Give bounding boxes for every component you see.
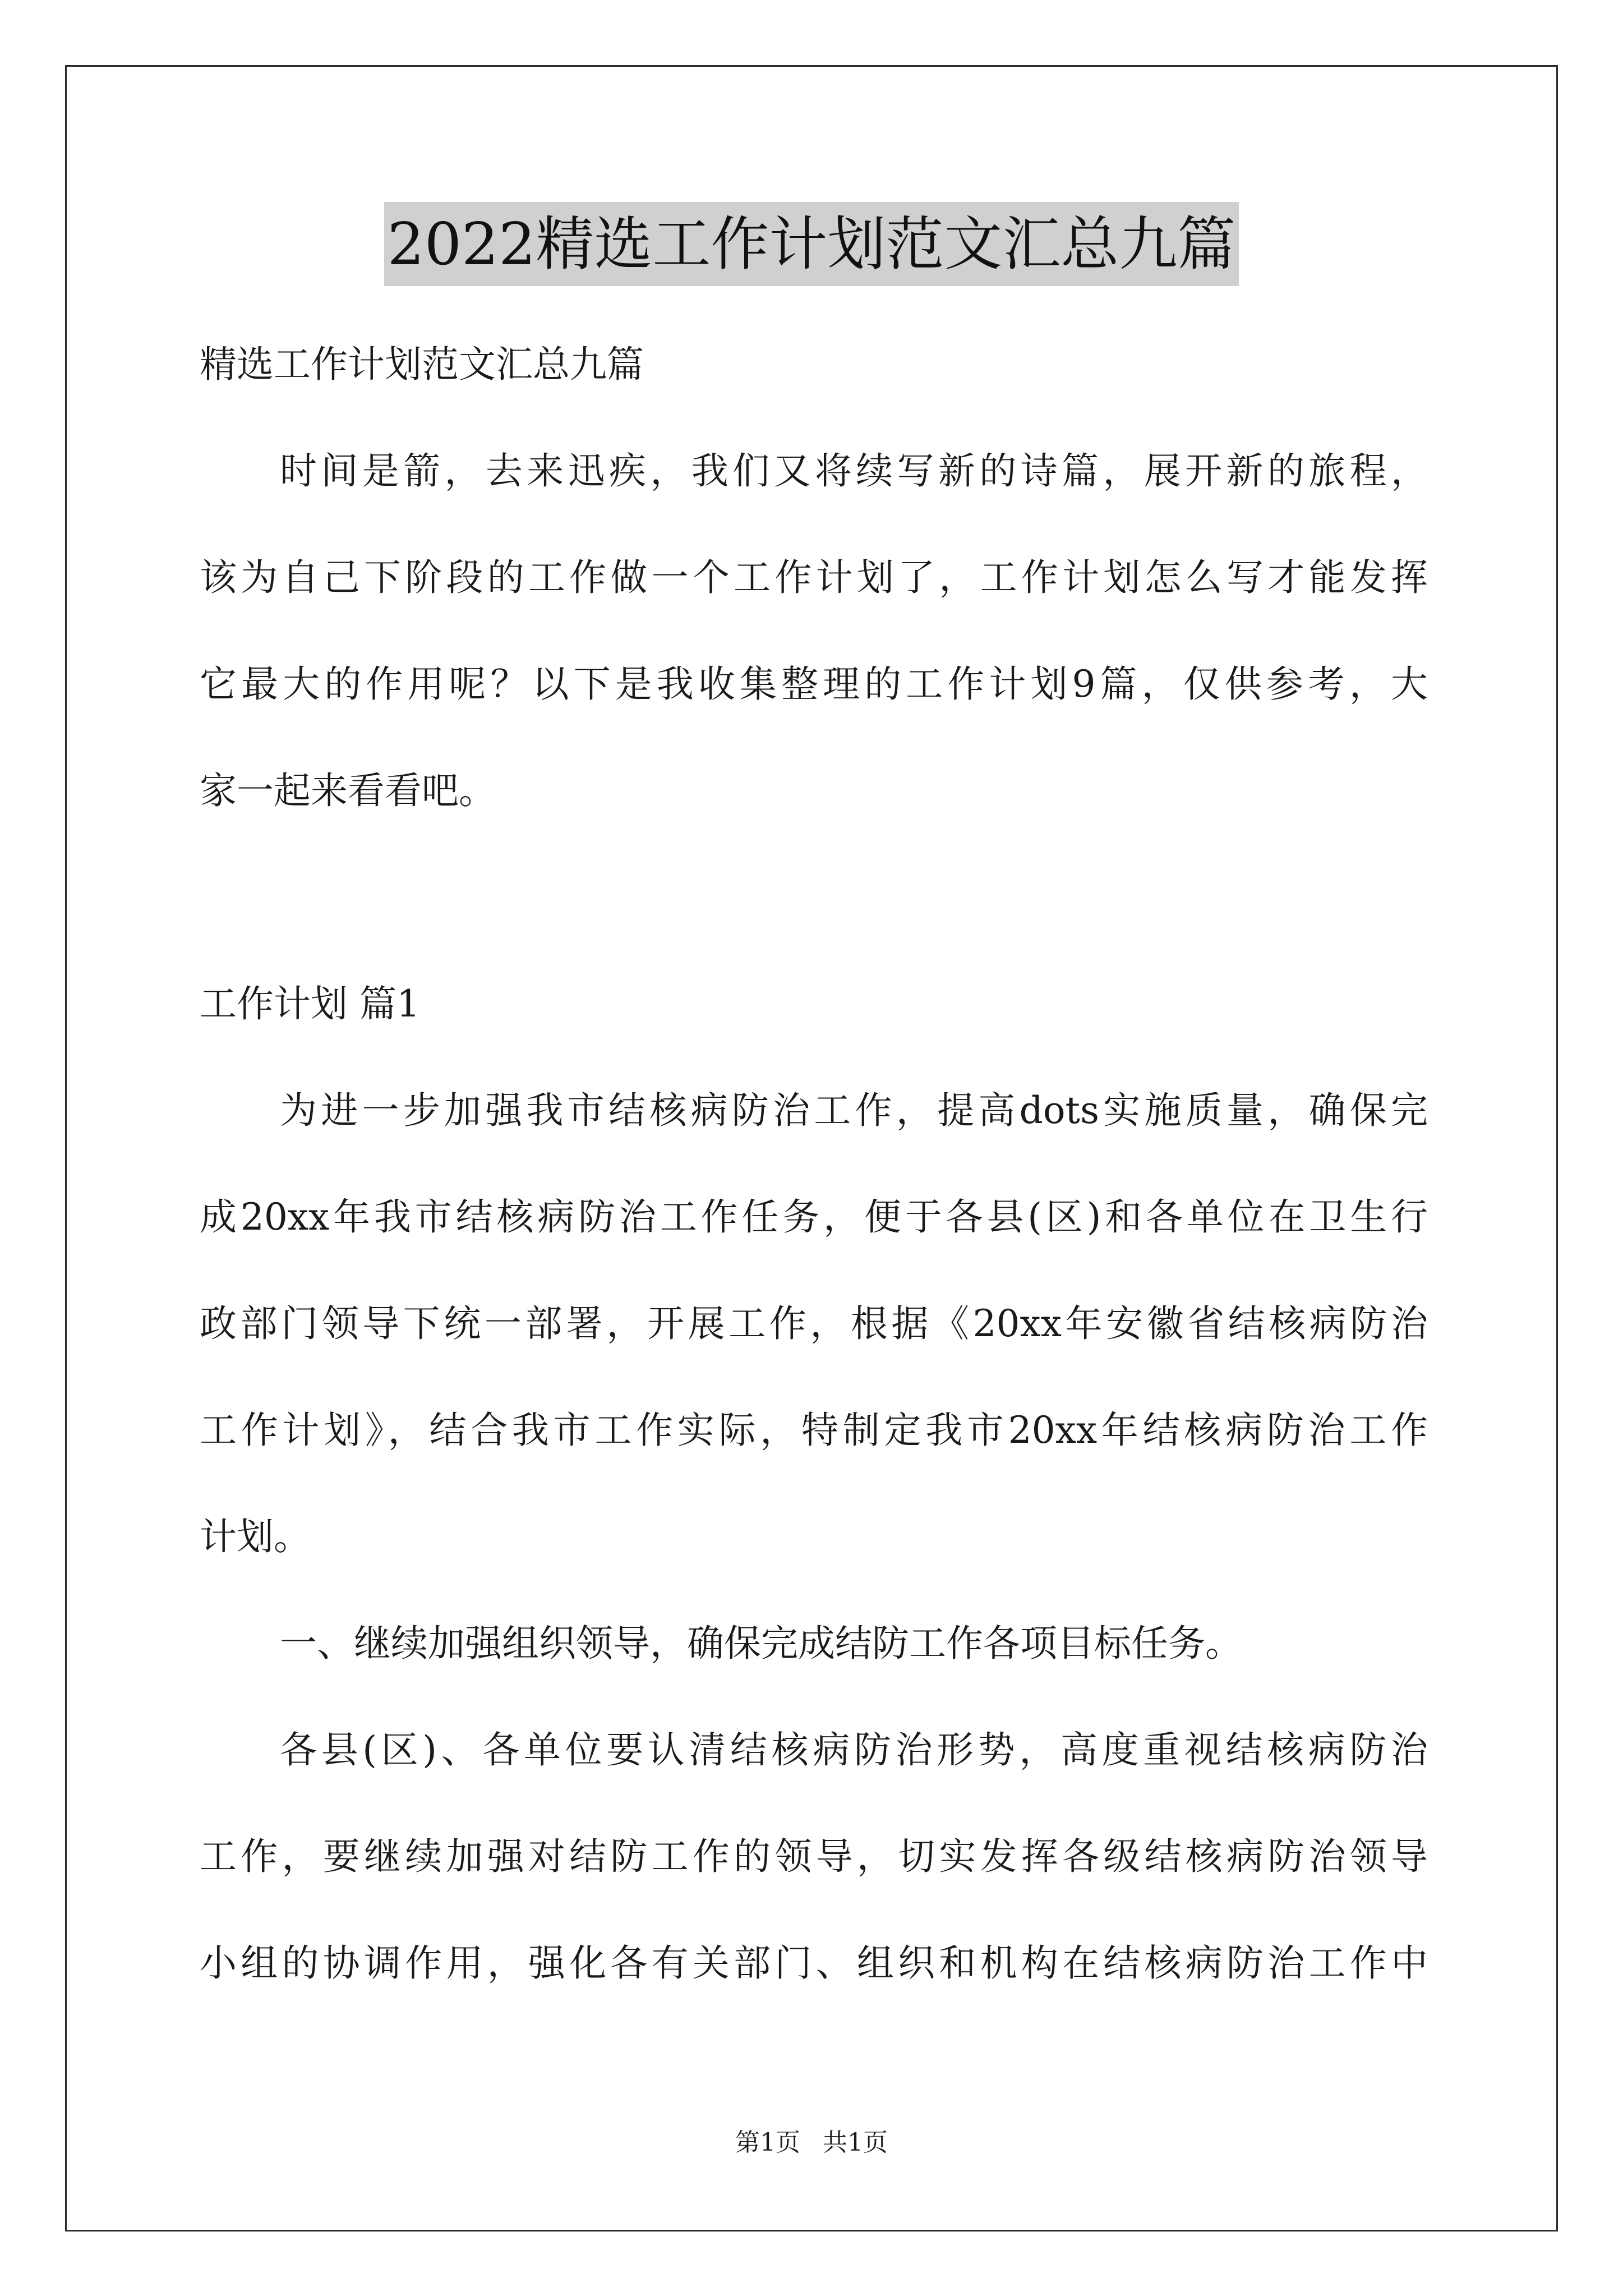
- intro-line-1: 时间是箭，去来迅疾，我们又将续写新的诗篇，展开新的旅程，: [280, 449, 1428, 493]
- page-number: 第1页: [735, 2128, 800, 2157]
- document-body: [200, 311, 1428, 2017]
- section-heading: 工作计划 篇1: [200, 982, 420, 1025]
- title-container: [0, 202, 1623, 286]
- paragraph1-line-5: 计划。: [200, 1515, 311, 1558]
- section-gap: [200, 844, 1428, 951]
- page-total: 共1页: [823, 2128, 888, 2157]
- intro-line-2: 该为自己下阶段的工作做一个工作计划了，工作计划怎么写才能发挥: [200, 556, 1428, 599]
- intro-line-3: 它最大的作用呢？以下是我收集整理的工作计划9篇，仅供参考，大: [200, 662, 1428, 706]
- intro-line-4: 家一起来看看吧。: [200, 769, 496, 812]
- paragraph1-line-4: 工作计划》，结合我市工作实际，特制定我市20xx年结核病防治工作: [200, 1409, 1428, 1452]
- paragraph2-line-3: 小组的协调作用，强化各有关部门、组织和机构在结核病防治工作中: [200, 1941, 1428, 1985]
- page-footer: [0, 2126, 1623, 2160]
- paragraph2-line-2: 工作，要继续加强对结防工作的领导，切实发挥各级结核病防治领导: [200, 1835, 1428, 1878]
- document-subtitle: 精选工作计划范文汇总九篇: [200, 343, 644, 386]
- paragraph1-line-1: 为进一步加强我市结核病防治工作，提高dots实施质量，确保完: [280, 1089, 1428, 1132]
- paragraph2-line-1: 各县(区)、各单位要认清结核病防治形势，高度重视结核病防治: [280, 1728, 1428, 1772]
- document-title: 2022精选工作计划范文汇总九篇: [384, 202, 1239, 286]
- paragraph1-line-2: 成20xx年我市结核病防治工作任务，便于各县(区)和各单位在卫生行: [200, 1195, 1428, 1239]
- item-1: 一、继续加强组织领导，确保完成结防工作各项目标任务。: [280, 1622, 1242, 1665]
- paragraph1-line-3: 政部门领导下统一部署，开展工作，根据《20xx年安徽省结核病防治: [200, 1302, 1428, 1345]
